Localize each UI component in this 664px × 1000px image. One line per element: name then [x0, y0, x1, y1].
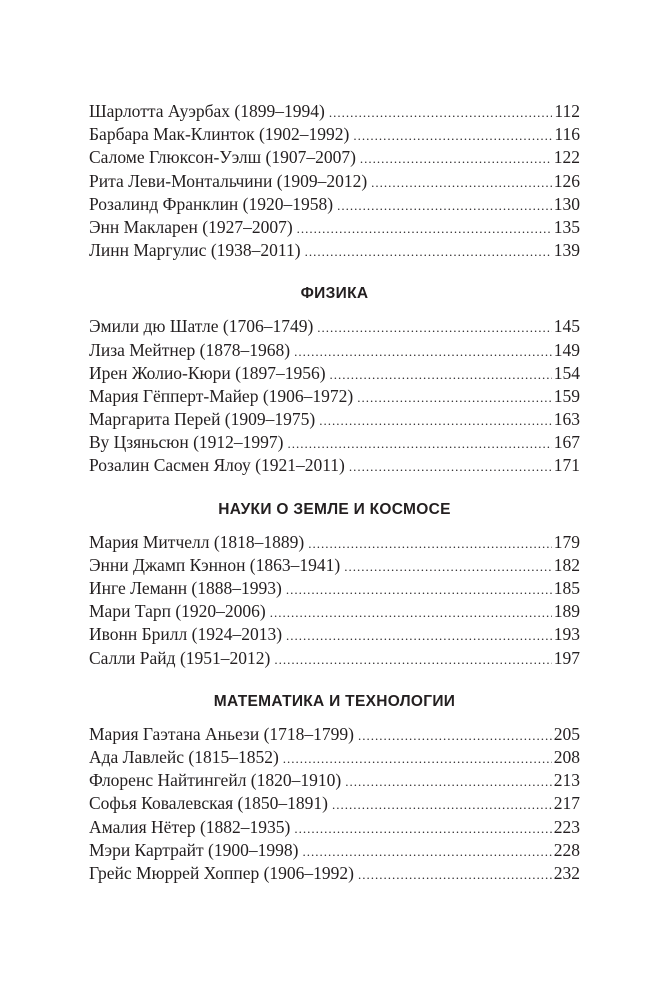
toc-entry[interactable] — [89, 792, 580, 815]
toc-dot-leader — [288, 432, 552, 455]
toc-entry-name: Ивонн Брилл (1924–2013) — [89, 624, 283, 645]
toc-entry-page: 182 — [553, 554, 580, 575]
toc-entry[interactable] — [89, 339, 580, 362]
table-of-contents — [89, 100, 580, 885]
toc-entry[interactable] — [89, 577, 580, 600]
toc-entry-page: 149 — [553, 339, 580, 360]
toc-dot-leader — [294, 817, 551, 840]
toc-entry[interactable] — [89, 239, 580, 262]
toc-entry[interactable] — [89, 170, 580, 193]
toc-entry[interactable] — [89, 408, 580, 431]
toc-entry[interactable] — [89, 600, 580, 623]
toc-entry-page: 122 — [553, 147, 580, 168]
toc-entry-name: Энни Джамп Кэннон (1863–1941) — [89, 554, 341, 575]
toc-entry-page: 167 — [553, 432, 580, 453]
toc-dot-leader — [345, 770, 552, 793]
toc-entry-page: 213 — [553, 770, 580, 791]
toc-entry-name: Розалинд Франклин (1920–1958) — [89, 193, 334, 214]
toc-entry-page: 159 — [553, 385, 580, 406]
toc-entry[interactable] — [89, 123, 580, 146]
toc-entry[interactable] — [89, 146, 580, 169]
toc-entry-name: Софья Ковалевская (1850–1891) — [89, 793, 328, 814]
toc-entry-name: Мэри Картрайт (1900–1998) — [89, 839, 299, 860]
toc-entry-name: Лиза Мейтнер (1878–1968) — [89, 339, 291, 360]
toc-entry-name: Инге Леманн (1888–1993) — [89, 578, 282, 598]
toc-entry-page: 197 — [553, 647, 580, 668]
toc-dot-leader — [344, 555, 552, 578]
toc-entry[interactable] — [89, 431, 580, 454]
toc-dot-leader — [330, 363, 552, 386]
toc-entry-name: Энн Макларен (1927–2007) — [89, 216, 293, 237]
toc-entry-name: Грейс Мюррей Хоппер (1906–1992) — [89, 862, 354, 883]
toc-dot-leader — [286, 578, 552, 601]
toc-dot-leader — [286, 624, 552, 647]
toc-entry-page: 217 — [553, 793, 580, 814]
toc-entry-name: Амалия Нётер (1882–1935) — [89, 816, 291, 837]
toc-dot-leader — [360, 147, 552, 170]
toc-entry-page: 145 — [553, 316, 580, 337]
toc-entry-page: 189 — [553, 601, 580, 622]
toc-dot-leader — [358, 724, 552, 747]
toc-entry[interactable] — [89, 385, 580, 408]
toc-entry[interactable] — [89, 531, 580, 554]
toc-entry-name: Мария Митчелл (1818–1889) — [89, 531, 305, 552]
toc-entry-name: Рита Леви-Монтальчини (1909–2012) — [89, 170, 368, 191]
toc-entry[interactable] — [89, 193, 580, 216]
toc-dot-leader — [357, 386, 552, 409]
toc-entry-name: Мари Тарп (1920–2006) — [89, 601, 266, 622]
toc-entry-page: 228 — [553, 839, 580, 860]
section-heading-math-tech: МАТЕМАТИКА И ТЕХНОЛОГИИ — [213, 692, 456, 710]
toc-entry[interactable] — [89, 746, 580, 769]
toc-entry[interactable] — [89, 862, 580, 885]
toc-entry-page: 154 — [553, 362, 580, 383]
toc-entry-name: Саломе Глюксон-Уэлш (1907–2007) — [89, 147, 356, 168]
toc-entry-page: 223 — [553, 816, 580, 837]
section-heading-earth-space: НАУКИ О ЗЕМЛЕ И КОСМОСЕ — [218, 500, 451, 518]
toc-entry-name: Флоренс Найтингейл (1820–1910) — [89, 770, 342, 791]
toc-entry-name: Розалин Сасмен Ялоу (1921–2011) — [89, 455, 345, 476]
toc-entry-page: 112 — [554, 101, 580, 121]
toc-dot-leader — [349, 455, 552, 478]
toc-entry-page: 135 — [553, 216, 580, 237]
toc-entry[interactable] — [89, 315, 580, 338]
section-heading-physics: ФИЗИКА — [300, 285, 369, 303]
toc-entry-name: Мария Гёпперт-Майер (1906–1972) — [89, 385, 354, 406]
toc-entry[interactable] — [89, 816, 580, 839]
toc-entry-page: 185 — [553, 578, 580, 598]
toc-dot-leader — [319, 409, 552, 432]
toc-entry-page: 163 — [553, 409, 580, 430]
toc-entry-page: 232 — [553, 862, 580, 883]
toc-entry-page: 139 — [553, 240, 580, 261]
toc-entry[interactable] — [89, 723, 580, 746]
toc-entry-page: 208 — [553, 746, 580, 767]
toc-entry-page: 130 — [553, 193, 580, 214]
toc-dot-leader — [308, 532, 551, 555]
toc-dot-leader — [337, 194, 552, 217]
toc-dot-leader — [302, 840, 551, 863]
toc-entry[interactable] — [89, 769, 580, 792]
toc-dot-leader — [283, 747, 552, 770]
toc-entry[interactable] — [89, 623, 580, 646]
toc-dot-leader — [270, 601, 552, 624]
toc-list-earth-space — [89, 531, 580, 670]
toc-entry-page: 171 — [553, 455, 580, 476]
toc-entry-page: 193 — [553, 624, 580, 645]
toc-entry[interactable] — [89, 216, 580, 239]
toc-dot-leader — [332, 793, 552, 816]
toc-entry-page: 179 — [553, 531, 580, 552]
toc-dot-leader — [317, 316, 551, 339]
toc-entry-name: Эмили дю Шатле (1706–1749) — [89, 316, 314, 337]
toc-dot-leader — [305, 240, 552, 263]
toc-entry-name: Ирен Жолио-Кюри (1897–1956) — [89, 362, 326, 383]
toc-list-biology — [89, 100, 580, 262]
toc-entry[interactable] — [89, 554, 580, 577]
toc-dot-leader — [358, 863, 552, 886]
toc-entry[interactable] — [89, 362, 580, 385]
toc-dot-leader — [329, 101, 553, 124]
toc-dot-leader — [353, 124, 552, 147]
toc-entry[interactable] — [89, 100, 580, 123]
toc-entry[interactable] — [89, 839, 580, 862]
toc-entry-page: 126 — [553, 170, 580, 191]
toc-list-physics — [89, 315, 580, 477]
toc-dot-leader — [371, 171, 552, 194]
toc-entry-name: Мария Гаэтана Аньези (1718–1799) — [89, 723, 354, 744]
toc-entry[interactable] — [89, 454, 580, 477]
toc-entry-name: Маргарита Перей (1909–1975) — [89, 409, 316, 430]
toc-dot-leader — [297, 217, 552, 240]
toc-entry-page: 205 — [553, 723, 580, 744]
toc-entry-name: Линн Маргулис (1938–2011) — [89, 240, 301, 261]
toc-entry-page: 116 — [554, 124, 580, 145]
toc-dot-leader — [274, 648, 551, 671]
toc-entry-name: Шарлотта Ауэрбах (1899–1994) — [89, 101, 325, 121]
toc-list-math-tech — [89, 723, 580, 885]
toc-entry[interactable] — [89, 647, 580, 670]
toc-entry-name: Ву Цзяньсюн (1912–1997) — [89, 432, 284, 453]
toc-dot-leader — [294, 340, 552, 363]
toc-entry-name: Салли Райд (1951–2012) — [89, 647, 271, 668]
toc-entry-name: Барбара Мак-Клинток (1902–1992) — [89, 124, 350, 145]
toc-entry-name: Ада Лавлейс (1815–1852) — [89, 746, 279, 767]
